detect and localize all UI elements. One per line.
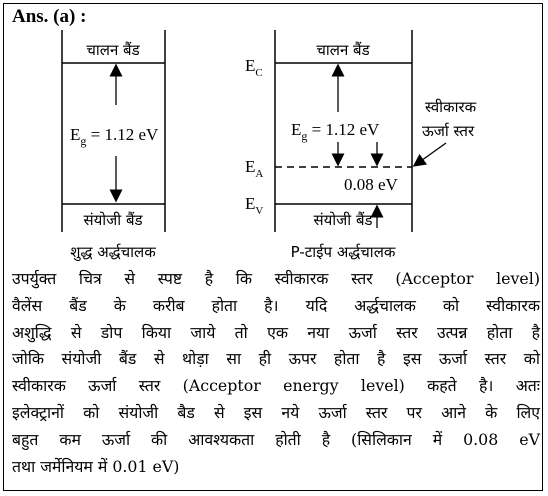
paragraph-line: इलेक्ट्रानों को संयोजी बैड से इस नये ऊर्जा स्तर पर आने के लिए — [12, 402, 540, 422]
ec-label: $E_C$ — [245, 56, 263, 79]
left-caption: शुद्ध अर्द्धचालक — [70, 243, 156, 261]
paragraph-line: अशुद्धि से डोप किया जाये तो एक नया ऊर्जा स्तर उत्पन्न होता है — [12, 322, 540, 342]
left-conduction-band-label: चालन बैंड — [86, 41, 140, 59]
explanation-paragraph — [12, 266, 540, 480]
right-conduction-band-label: चालन बैंड — [316, 41, 370, 59]
acceptor-level-label-2: ऊर्जा स्तर — [422, 122, 475, 140]
ea-label: $E_A$ — [245, 157, 264, 180]
paragraph-line: तथा जर्मेनियम में 0.01 eV) — [12, 456, 180, 476]
paragraph-line: वैलेंस बैंड के करीब होता है। यदि अर्द्धचालक को स्वीकारक — [12, 295, 540, 315]
paragraph-line: जोकि संयोजी बैंड से थोड़ा सा ही ऊपर होता है इस ऊर्जा स्तर को — [12, 349, 540, 369]
paragraph-line: बहुत कम ऊर्जा की आवश्यकता होती है (सिलिकान में 0.08 eV — [12, 429, 540, 449]
pure-semiconductor-diagram — [62, 30, 165, 262]
left-valence-band-label: संयोजी बैंड — [83, 211, 143, 229]
p-type-diagram — [245, 30, 477, 261]
answer-label: Ans. (a) : — [12, 6, 87, 27]
left-gap-label: $E_g = 1.12$ eV — [70, 125, 159, 148]
acceptor-pointer-arrow — [418, 143, 446, 163]
right-valence-band-label: संयोजी बैंड — [313, 211, 373, 229]
paragraph-line: स्वीकारक ऊर्जा स्तर (Acceptor energy level) कहते है। अतः — [12, 376, 540, 396]
paragraph-line: उपर्युक्त चित्र से स्पष्ट है कि स्वीकारक स्तर (Acceptor level) — [12, 269, 540, 288]
acceptor-gap-label: 0.08 eV — [344, 175, 398, 194]
acceptor-level-label-1: स्वीकारक — [425, 98, 477, 116]
right-caption: P-टाईप अर्द्धचालक — [290, 243, 396, 261]
right-gap-label: $E_g = 1.12$ eV — [291, 120, 380, 143]
ev-label: $E_V$ — [245, 194, 264, 217]
